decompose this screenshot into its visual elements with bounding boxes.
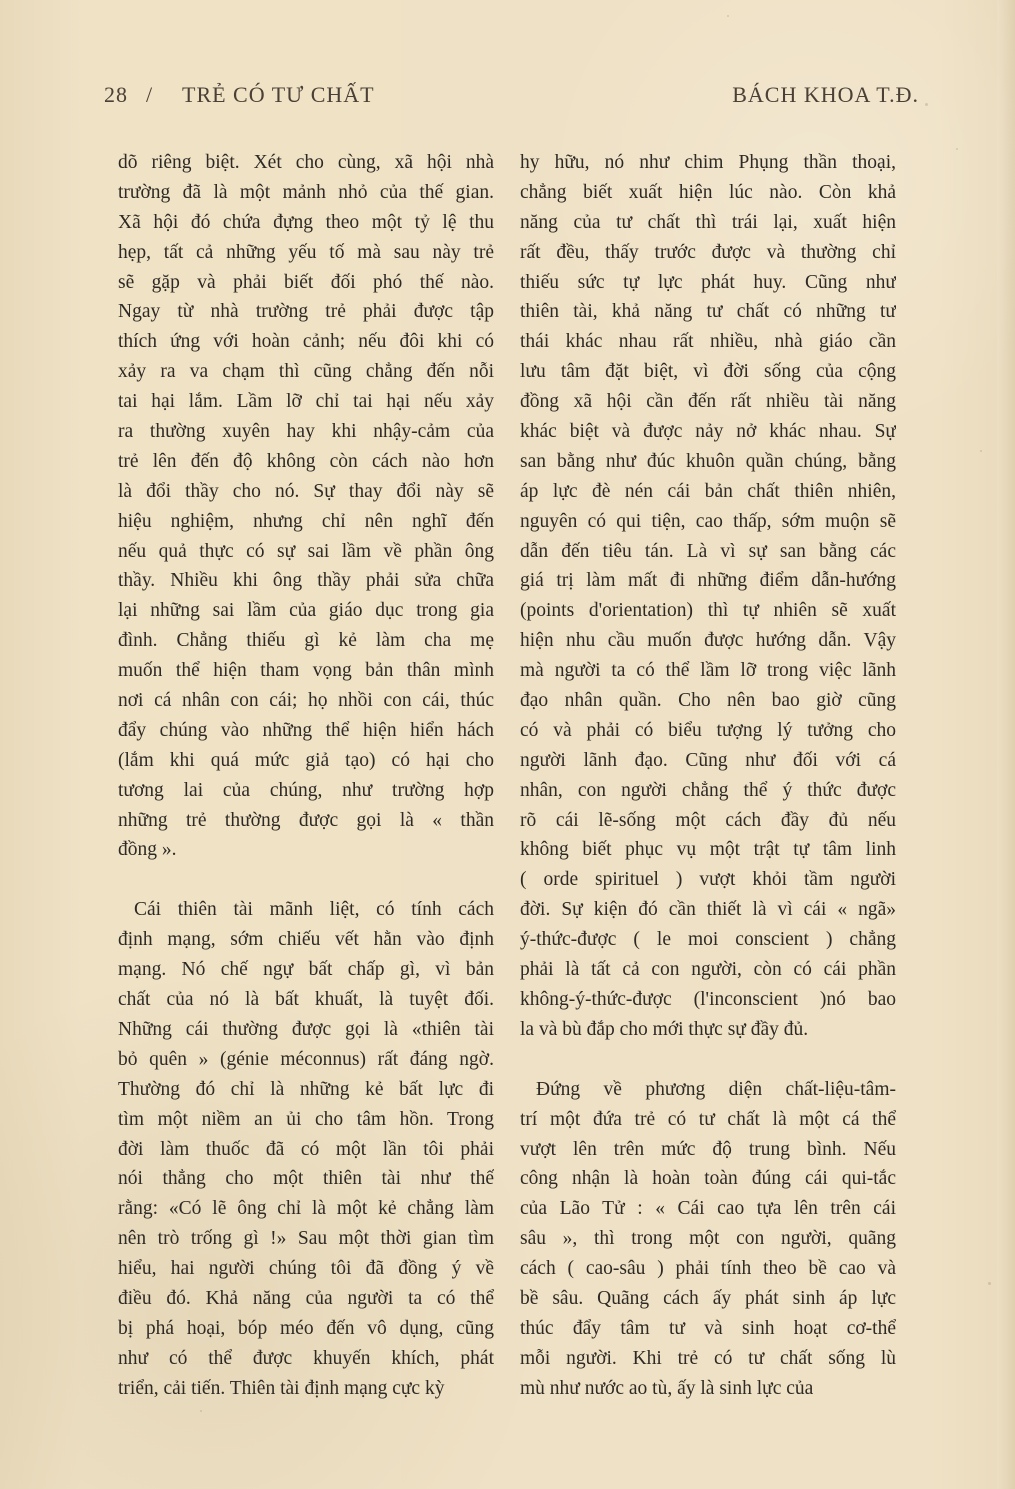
text-line: mạng. Nó chế ngự bất chấp gì, vì bản (118, 959, 494, 981)
text-line: Xã hội đó chứa đựng theo một tỷ lệ thu (118, 211, 494, 233)
text-line: đạo nhân quần. Cho nên bao giờ cũng (520, 690, 896, 712)
text-line: vượt lên trên mức độ trung bình. Nếu (520, 1138, 896, 1160)
text-line: trường đã là một mảnh nhỏ của thế gian. (118, 181, 494, 203)
text-line: mỗi người. Khi trẻ có tư chất sống lù (520, 1347, 896, 1369)
text-line: đẩy chúng vào những thể hiện hiển hách (118, 719, 494, 741)
header-separator: / (146, 82, 154, 107)
right-column (520, 148, 896, 1404)
text-line: san bằng như đúc khuôn quần chúng, bằng (520, 450, 896, 472)
text-line: phải là tất cả con người, còn có cái phần (520, 959, 896, 981)
text-line: sâu », thì trong một con người, quãng (520, 1228, 896, 1250)
text-line: công nhận là hoàn toàn đúng cái qui-tắc (520, 1168, 896, 1190)
text-line: giá trị làm mất đi những điểm dẫn-hướng (520, 570, 896, 592)
left-column (118, 148, 494, 1404)
text-line: rõ cái lẽ-sống một cách đầy đủ nếu (520, 809, 896, 831)
text-line: nguyên có qui tiện, cao thấp, sớm muộn sẽ (520, 510, 896, 532)
text-line: Ngay từ nhà trường trẻ phải được tập (118, 301, 494, 323)
text-line: áp lực đè nén cái bản chất thiên nhiên, (520, 480, 896, 502)
text-line: (points d'orientation) thì tự nhiên sẽ xuất (520, 600, 896, 622)
text-line: hy hữu, nó như chim Phụng thần thoại, (520, 152, 896, 173)
text-line: (lắm khi quá mức giả tạo) có hại cho (118, 749, 494, 771)
paragraph-gap (118, 865, 494, 895)
right-paragraph-1 (520, 148, 896, 1045)
text-line: nhân, con người chẳng thể ý thức được (520, 779, 896, 801)
text-line: chất của nó là bất khuất, là tuyệt đối. (118, 989, 494, 1011)
text-line: trí một đứa trẻ có tư chất là một cá thể (520, 1108, 896, 1130)
text-line: rất đều, thấy trước được và thường chỉ (520, 241, 896, 263)
paper-speck (956, 148, 958, 150)
text-line: đình. Chẳng thiếu gì kẻ làm cha mẹ (118, 630, 494, 652)
text-line: muốn thể hiện tham vọng bản thân mình (118, 660, 494, 682)
text-line: điều đó. Khả năng của người ta có thể (118, 1287, 494, 1309)
text-line: định mạng, sớm chiếu vết hằn vào định (118, 929, 494, 951)
page-number: 28 (104, 82, 128, 107)
text-line: như có thể được khuyến khích, phát (118, 1347, 494, 1369)
text-line: đồng xã hội cần đến rất nhiều tài năng (520, 391, 896, 413)
text-line: Thường đó chỉ là những kẻ bất lực đi (118, 1078, 494, 1100)
text-line: chẳng biết xuất hiện lúc nào. Còn khả (520, 181, 896, 203)
text-line: ra thường xuyên hay khi nhậy-cảm của (118, 421, 494, 443)
text-line: không biết phục vụ một trật tự tâm linh (520, 839, 896, 861)
text-line: Đứng về phương diện chất-liệu-tâm- (536, 1078, 896, 1100)
text-line: lưu tâm đặt biệt, vì đời sống của cộng (520, 361, 896, 383)
text-line: người lãnh đạo. Cũng như đối với cá (520, 749, 896, 771)
text-line: nên trò trống gì !» Sau một thời gian tìm (118, 1228, 494, 1250)
text-line: đồng ». (118, 839, 177, 861)
text-line: nơi cá nhân con cái; họ nhồi con cái, thúc (118, 690, 494, 712)
running-title-left: TRẺ CÓ TƯ CHẤT (182, 82, 375, 107)
text-line: thúc đẩy tâm tư và sinh hoạt cơ-thể (520, 1317, 896, 1339)
text-line: tai hại lắm. Lầm lỡ chỉ tai hại nếu xảy (118, 391, 494, 413)
text-line: bề sâu. Quãng cách ấy phát sinh áp lực (520, 1287, 896, 1309)
text-line: Cái thiên tài mãnh liệt, có tính cách (134, 899, 494, 921)
text-line: nói thẳng cho một thiên tài như thế (118, 1168, 494, 1190)
text-line: la và bù đắp cho mới thực sự đầy đủ. (520, 1018, 809, 1040)
text-line: hiện nhu cầu muốn được hướng dẫn. Vậy (520, 630, 896, 652)
text-line: hiểu, hai người chúng tôi đã đồng ý về (118, 1258, 494, 1280)
text-line: thích ứng với hoàn cảnh; nếu đôi khi có (118, 331, 494, 353)
text-line: thầy. Nhiều khi ông thầy phải sửa chữa (118, 570, 494, 592)
text-line: thái khác nhau rất nhiều, nhà giáo cần (520, 331, 896, 353)
page-header (104, 76, 919, 116)
text-line: triển, cải tiến. Thiên tài định mạng cực kỳ (118, 1377, 445, 1399)
text-line: hẹp, tất cả những yếu tố mà sau này trẻ (118, 241, 494, 263)
text-line: lại những sai lầm của giáo dục trong gia (118, 600, 494, 622)
text-line: thiếu sức tự lực phát huy. Cũng như (520, 271, 896, 293)
text-line: dõ riêng biệt. Xét cho cùng, xã hội nhà (118, 152, 494, 173)
text-line: những trẻ thường được gọi là « thần (118, 809, 494, 831)
text-line: xảy ra va chạm thì cũng chẳng đến nỗi (118, 361, 494, 383)
text-line: mà người ta có thể lầm lỡ trong việc lãnh (520, 660, 896, 682)
text-line: bị phá hoại, bóp méo đến vô dụng, cũng (118, 1317, 494, 1339)
text-line: không-ý-thức-được (l'inconscient )nó bao (520, 988, 896, 1010)
text-line: tương lai của chúng, như trường hợp (118, 779, 494, 801)
paper-speck (925, 103, 928, 106)
text-line: trẻ lên đến độ không còn cách nào hơn (118, 450, 494, 472)
left-paragraph-1 (118, 148, 494, 865)
text-line: của Lão Tử : « Cái cao tựa lên trên cái (520, 1198, 896, 1220)
text-line: hiệu nghiệm, nhưng chỉ nên nghĩ đến (118, 510, 494, 532)
paper-speck (988, 1282, 991, 1285)
text-line: cách ( cao-sâu ) phải tính theo bề cao và (520, 1258, 896, 1280)
text-line: dẫn đến tiêu tán. Là vì sự san bằng các (520, 540, 896, 562)
text-line: nếu quả thực có sự sai lầm về phần ông (118, 540, 494, 562)
text-line: thiên tài, khả năng tư chất có những tư (520, 301, 896, 323)
text-line: rằng: «Có lẽ ông chỉ là một kẻ chẳng làm (118, 1198, 494, 1220)
page-edge-shadow (997, 0, 1015, 1489)
text-line: Những cái thường được gọi là «thiên tài (118, 1018, 494, 1040)
running-title-right: BÁCH KHOA T.Đ. (732, 82, 919, 107)
paper-speck (980, 450, 982, 452)
text-line: có và phải có biểu tượng lý tưởng cho (520, 719, 896, 741)
text-line: năng của tư chất thì trái lại, xuất hiện (520, 211, 896, 233)
text-line: khác biệt và được nảy nở khác nhau. Sự (520, 421, 896, 443)
text-line: mù như nước ao tù, ấy là sinh lực của (520, 1377, 814, 1399)
paper-speck (727, 15, 729, 17)
text-line: ( orde spirituel ) vượt khỏi tầm người (520, 869, 896, 891)
text-line: tìm một niềm an ủi cho tâm hồn. Trong (118, 1108, 494, 1130)
text-line: sẽ gặp và phải biết đối phó thế nào. (118, 271, 494, 293)
left-paragraph-2 (118, 895, 494, 1403)
text-line: đời. Sự kiện đó cần thiết là vì cái « ngã» (520, 899, 896, 921)
paragraph-gap (520, 1045, 896, 1075)
text-line: đời làm thuốc đã có một lần tôi phải (118, 1138, 494, 1160)
text-line: bỏ quên » (génie méconnus) rất đáng ngờ. (118, 1048, 494, 1070)
right-paragraph-2 (520, 1075, 896, 1404)
text-line: ý-thức-được ( le moi conscient ) chẳng (520, 929, 896, 951)
text-line: là đổi thầy cho nó. Sự thay đổi này sẽ (118, 480, 494, 502)
paper-speck (200, 1410, 202, 1412)
